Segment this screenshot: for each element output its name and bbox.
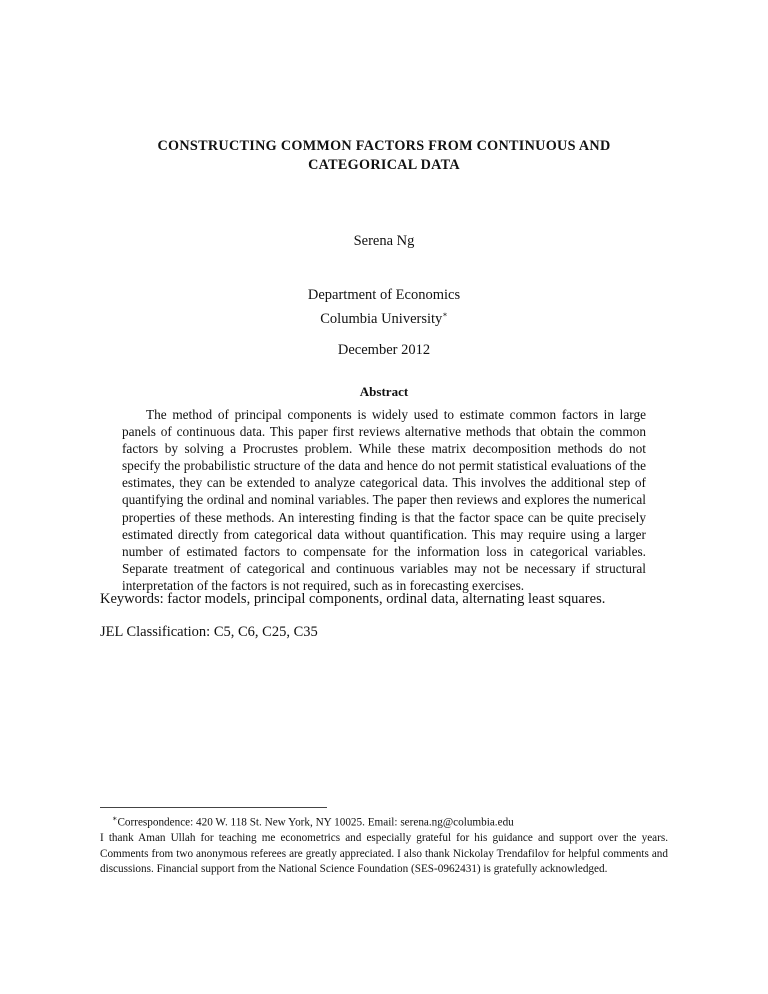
jel-classification: JEL Classification: C5, C6, C25, C35: [100, 624, 318, 640]
title-line-2: CATEGORICAL DATA: [308, 157, 460, 173]
date: December 2012: [337, 342, 431, 358]
title-line-1: CONSTRUCTING COMMON FACTORS FROM CONTINUOUS AND: [157, 138, 611, 154]
footnote-correspondence-line: [100, 811, 668, 831]
footnote-correspondence: Correspondence: 420 W. 118 St. New York, NY 10025. Email: serena.ng@columbia.edu: [117, 816, 514, 829]
abstract-text: The method of principal components is widely used to estimate common factors in large panels of continuous data. This paper first reviews alternative methods that obtain the common factors by solving a Procrustes problem. While these matrix decomposition methods do not specify the probabilistic structure of the data and hence do not permit statistical evaluations of the estimates, they can be extended to analyze categorical data. This involves the additional step of quantifying the ordinal and nominal variables. The paper then reviews and explores the numerical properties of these methods. An interesting finding is that the factor space can be quite precisely estimated directly from categorical data without quantification. This may require using a larger number of estimated factors to compensate for the information loss in categorical variables. Separate treatment of categorical and continuous variables may not be necessary if structural interpretation of the factors is not required, such as in forecasting exercises.: [122, 407, 646, 593]
department: Department of Economics: [307, 287, 461, 303]
university: Columbia University: [320, 310, 443, 327]
abstract-heading: Abstract: [359, 384, 409, 399]
keywords: Keywords: factor models, principal components, ordinal data, alternating least squares.: [100, 591, 606, 607]
footnote-marker: ∗: [112, 814, 118, 823]
author-name: Serena Ng: [353, 233, 415, 249]
affiliation: [0, 286, 768, 329]
university-line: [0, 305, 768, 329]
footnote-rule: [100, 807, 327, 808]
footnote: [100, 811, 668, 878]
footnote-acknowledgment: I thank Aman Ullah for teaching me econometrics and especially grateful for his guidance and support over the years. Comments from two anonymous referees are greatly appreciated. I also thank Nickolay Trendafilov for helpful comments and discussions. Financial support from the National Science Foundation (SES-0962431) is gratefully acknowledged.: [100, 832, 668, 876]
paper-title: [0, 137, 768, 175]
footnote-marker: ∗: [442, 310, 448, 319]
